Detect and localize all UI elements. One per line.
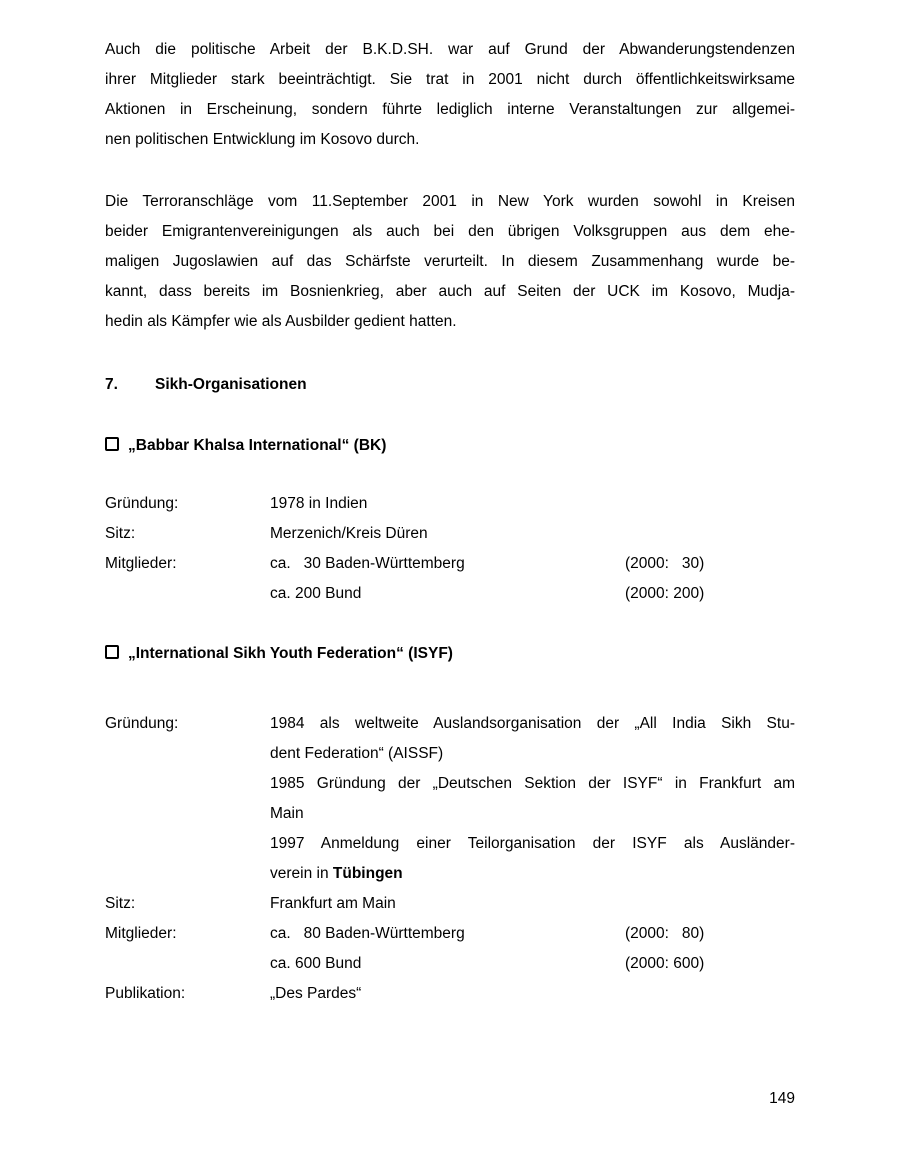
info-value-text: „Des Pardes“ <box>270 985 362 1002</box>
org-heading-isyf <box>105 639 795 669</box>
info-row <box>105 519 795 549</box>
info-value <box>270 919 795 949</box>
info-value <box>270 889 795 919</box>
text-line: 1985 Gründung der „Deutschen Sektion der ISYF“ in Frankfurt am <box>270 775 795 792</box>
text-line: maligen Jugoslawien auf das Schärfste verurteilt. In diesem Zusammenhang wurde be- <box>105 253 795 270</box>
info-label <box>105 949 270 979</box>
page-number: 149 <box>769 1090 795 1107</box>
org-info-bk <box>105 489 795 609</box>
info-row <box>105 919 795 949</box>
info-label: Sitz: <box>105 525 136 542</box>
info-value-text: ca. 600 Bund <box>270 955 362 972</box>
text-line: 1984 als weltweite Auslandsorganisation der „All India Sikh Stu- <box>270 715 795 732</box>
info-value-text: ca. 30 Baden-Württemberg <box>270 555 465 572</box>
info-value <box>270 949 795 979</box>
info-row <box>105 949 795 979</box>
info-value <box>270 979 795 1009</box>
text-line: beider Emigrantenvereinigungen als auch bei den übrigen Volksgruppen aus dem ehe- <box>105 223 795 240</box>
text-segment-bold: Tübingen <box>332 865 403 882</box>
text-line: nen politischen Entwicklung im Kosovo durch. <box>105 131 420 148</box>
text-line: Aktionen in Erscheinung, sondern führte lediglich interne Veranstaltungen zur allgemei- <box>105 101 795 118</box>
info-row <box>105 979 795 1009</box>
info-label: Mitglieder: <box>105 925 177 942</box>
info-value-text: ca. 80 Baden-Württemberg <box>270 925 465 942</box>
info-row <box>105 489 795 519</box>
section-title: Sikh-Organisationen <box>155 376 307 393</box>
section-heading <box>105 370 795 400</box>
text-line: Main <box>270 805 304 822</box>
text-line: 1997 Anmeldung einer Teilorganisation der ISYF als Ausländer- <box>270 835 795 852</box>
square-bullet-icon <box>105 645 119 659</box>
year-2000-value: (2000: 600) <box>625 955 705 972</box>
info-label: Gründung: <box>105 715 179 732</box>
section-number: 7. <box>105 376 118 393</box>
info-value-text: Frankfurt am Main <box>270 895 396 912</box>
info-row-gruendung <box>105 709 795 889</box>
square-bullet-icon <box>105 437 119 451</box>
text-segment: verein in <box>270 865 333 882</box>
info-row <box>105 579 795 609</box>
info-value-text: Merzenich/Kreis Düren <box>270 525 428 542</box>
year-2000-value: (2000: 80) <box>625 925 705 942</box>
info-row <box>105 549 795 579</box>
info-value-multiline <box>270 709 795 889</box>
text-line: Auch die politische Arbeit der B.K.D.SH. war auf Grund der Abwanderungstendenzen <box>105 41 795 58</box>
year-2000-value: (2000: 200) <box>625 585 705 602</box>
org-heading-bk <box>105 431 795 461</box>
info-row <box>105 889 795 919</box>
year-2000-value: (2000: 30) <box>625 555 705 572</box>
info-label: Mitglieder: <box>105 555 177 572</box>
info-value-text: 1978 in Indien <box>270 495 368 512</box>
text-line: kannt, dass bereits im Bosnienkrieg, aber auch auf Seiten der UCK im Kosovo, Mudja- <box>105 283 795 300</box>
paragraph <box>105 35 795 155</box>
info-label: Publikation: <box>105 985 186 1002</box>
info-value <box>270 579 795 609</box>
page-content <box>105 35 795 1009</box>
text-line <box>270 859 795 889</box>
info-value <box>270 549 795 579</box>
text-line: Die Terroranschläge vom 11.September 2001 in New York wurden sowohl in Kreisen <box>105 193 795 210</box>
info-value <box>270 489 795 519</box>
info-label: Gründung: <box>105 495 179 512</box>
paragraph <box>105 187 795 337</box>
org-heading-label: „International Sikh Youth Federation“ (ISYF) <box>128 645 453 662</box>
info-label: Sitz: <box>105 895 136 912</box>
text-line: ihrer Mitglieder stark beeinträchtigt. Sie trat in 2001 nicht durch öffentlichkeitswirksame <box>105 71 795 88</box>
info-label <box>105 579 270 609</box>
org-heading-label: „Babbar Khalsa International“ (BK) <box>128 437 387 454</box>
text-line: dent Federation“ (AISSF) <box>270 745 444 762</box>
text-line: hedin als Kämpfer wie als Ausbilder gedient hatten. <box>105 313 457 330</box>
org-info-isyf <box>105 709 795 1009</box>
info-value-text: ca. 200 Bund <box>270 585 362 602</box>
info-value <box>270 519 795 549</box>
